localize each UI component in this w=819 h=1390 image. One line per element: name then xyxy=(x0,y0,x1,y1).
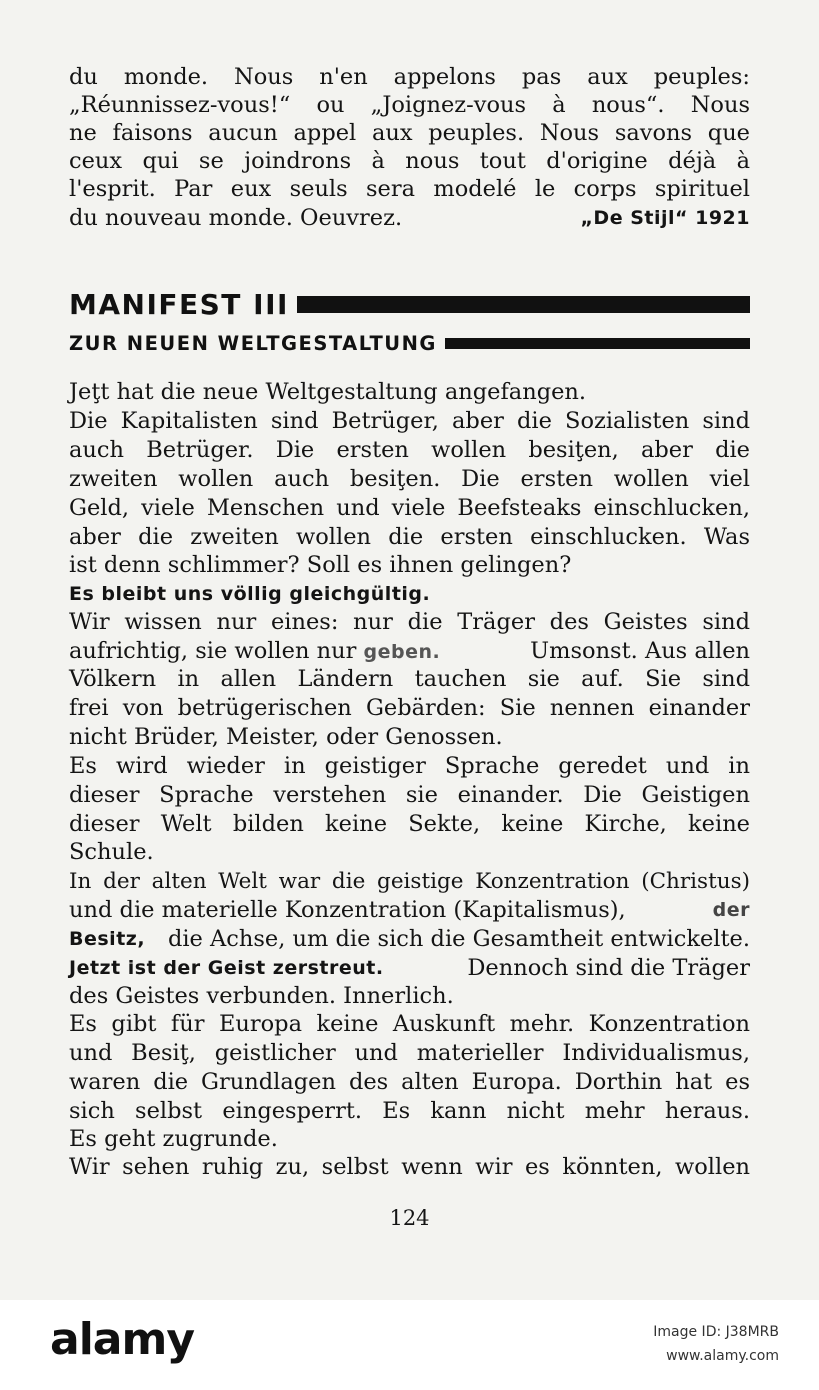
manifest-heading xyxy=(69,286,750,322)
text-line: ist denn schlimmer? Soll es ihnen gelingen? xyxy=(69,552,572,578)
watermark-footer xyxy=(0,1300,819,1390)
emphasis-word: geben. xyxy=(363,641,441,663)
text-line: Es wird wieder in geistiger Sprache geredet und in xyxy=(69,753,750,779)
text-line: frei von betrügerischen Gebärden: Sie nennen einander xyxy=(69,695,750,721)
text-line: nicht Brüder, Meister, oder Genossen. xyxy=(69,724,503,750)
text-line: Schule. xyxy=(69,839,154,865)
text-line: dieser Sprache verstehen sie einander. Die Geistigen xyxy=(69,782,750,808)
text-line: Wir wissen nur eines: nur die Träger des Geistes sind xyxy=(69,609,750,635)
text-fragment: Umsonst. Aus allen xyxy=(530,638,750,664)
subheading-text: ZUR NEUEN WELTGESTALTUNG xyxy=(69,331,437,355)
text-fragment: Dennoch sind die Träger xyxy=(467,955,750,981)
text-line xyxy=(69,954,750,983)
text-line: Es gibt für Europa keine Auskunft mehr. Konzentration xyxy=(69,1011,750,1037)
subheading-rule xyxy=(445,338,750,349)
manifest-subheading xyxy=(69,330,750,356)
text-line: ceux qui se joindrons à nous tout d'origine déjà à xyxy=(69,148,750,174)
text-line: Es geht zugrunde. xyxy=(69,1126,278,1152)
site-url: www.alamy.com xyxy=(666,1348,779,1364)
emphasis-phrase: Jetzt ist der Geist zerstreut. xyxy=(69,957,384,979)
text-line: zweiten wollen auch besiţen. Die ersten wollen viel xyxy=(69,466,750,492)
heading-rule xyxy=(297,296,750,313)
text-fragment: du nouveau monde. Oeuvrez. xyxy=(69,205,403,231)
text-line xyxy=(69,204,750,233)
image-id-label: Image ID: J38MRB xyxy=(653,1324,779,1340)
emphasis-word: Besitz, xyxy=(69,928,146,950)
signature: „De Stijl“ 1921 xyxy=(580,207,750,229)
text-line xyxy=(69,637,750,667)
text-line xyxy=(69,925,750,954)
text-line: „Réunnissez-vous!“ ou „Joignez-vous à nous“. Nous xyxy=(69,92,750,118)
text-fragment: und die materielle Konzentration (Kapitalismus), xyxy=(69,897,626,923)
text-line: sich selbst eingesperrt. Es kann nicht mehr heraus. xyxy=(69,1098,750,1124)
emphasis-line: Es bleibt uns völlig gleichgültig. xyxy=(69,583,431,605)
text-line: und Besiţ, geistlicher und materieller Individualismus, xyxy=(69,1040,750,1066)
text-line: In der alten Welt war die geistige Konzentration (Christus) xyxy=(69,869,750,894)
text-line: des Geistes verbunden. Innerlich. xyxy=(69,983,454,1009)
text-line: waren die Grundlagen des alten Europa. Dorthin hat es xyxy=(69,1069,750,1095)
page-number: 124 xyxy=(389,1206,430,1230)
text-line: ne faisons aucun appel aux peuples. Nous savons que xyxy=(69,120,750,146)
alamy-logo: alamy xyxy=(50,1314,194,1365)
text-line: Wir sehen ruhig zu, selbst wenn wir es könnten, wollen xyxy=(69,1154,750,1180)
text-fragment: die Achse, um die sich die Gesamtheit entwickelte. xyxy=(167,926,750,952)
text-line: dieser Welt bilden keine Sekte, keine Kirche, keine xyxy=(69,811,750,837)
text-line: Völkern in allen Ländern tauchen sie auf. Sie sind xyxy=(69,666,750,692)
text-fragment: aufrichtig, sie wollen nur xyxy=(69,638,357,664)
heading-text: MANIFEST III xyxy=(69,287,289,321)
text-line: du monde. Nous n'en appelons pas aux peuples: xyxy=(69,64,750,90)
text-line: Die Kapitalisten sind Betrüger, aber die Sozialisten sind xyxy=(69,408,750,434)
text-line: auch Betrüger. Die ersten wollen besiţen, aber die xyxy=(69,437,750,463)
text-line: l'esprit. Par eux seuls sera modelé le corps spirituel xyxy=(69,176,750,202)
text-line: aber die zweiten wollen die ersten einschlucken. Was xyxy=(69,524,750,550)
text-line xyxy=(69,896,750,925)
text-line: Geld, viele Menschen und viele Beefsteaks einschlucken, xyxy=(69,495,750,521)
emphasis-word: der xyxy=(712,899,750,921)
text-line: Jeţt hat die neue Weltgestaltung angefangen. xyxy=(69,379,587,405)
